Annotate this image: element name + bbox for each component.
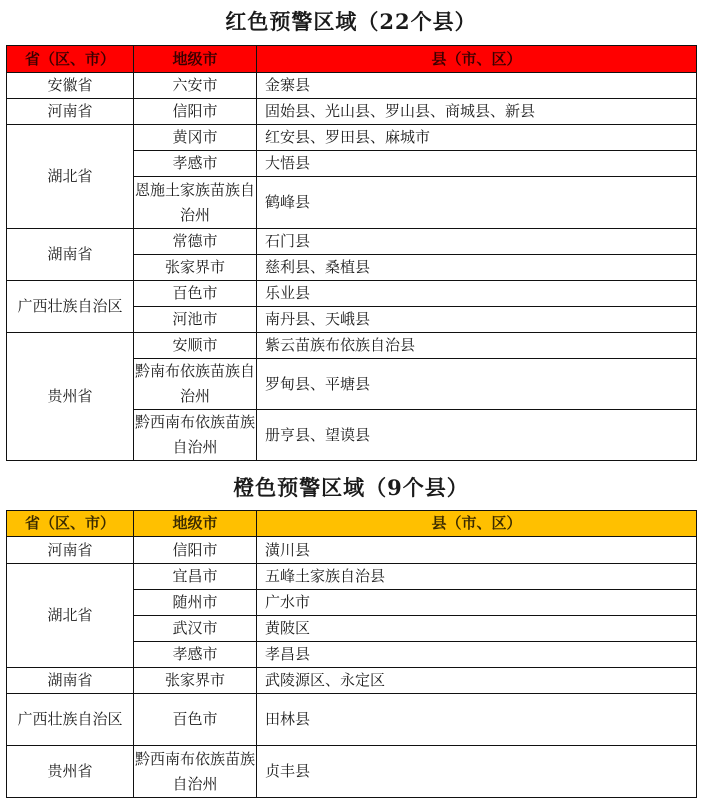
province-cell: 湖北省 xyxy=(7,564,134,668)
table-row xyxy=(7,537,697,564)
city-cell: 六安市 xyxy=(134,73,257,99)
table-row xyxy=(7,125,697,151)
city-cell: 随州市 xyxy=(134,590,257,616)
county-cell: 黄陂区 xyxy=(257,616,697,642)
red-section-title: 红色预警区域（22个县） xyxy=(225,9,477,34)
city-cell: 宜昌市 xyxy=(134,564,257,590)
county-cell: 罗甸县、平塘县 xyxy=(257,359,697,410)
header-county: 县（市、区） xyxy=(257,46,697,73)
header-province: 省（区、市） xyxy=(7,46,134,73)
county-cell: 红安县、罗田县、麻城市 xyxy=(257,125,697,151)
county-cell: 潢川县 xyxy=(257,537,697,564)
table-row xyxy=(7,333,697,359)
red-warning-table xyxy=(6,45,697,461)
table-row xyxy=(7,73,697,99)
header-city: 地级市 xyxy=(134,511,257,537)
province-cell: 河南省 xyxy=(7,537,134,564)
province-cell: 河南省 xyxy=(7,99,134,125)
orange-section-title: 橙色预警区域（9个县） xyxy=(233,475,469,500)
city-cell: 黔西南布依族苗族自治州 xyxy=(134,410,257,461)
county-cell: 武陵源区、永定区 xyxy=(257,668,697,694)
city-cell: 常德市 xyxy=(134,229,257,255)
province-cell: 安徽省 xyxy=(7,73,134,99)
table-header-row xyxy=(7,46,697,73)
county-cell: 广水市 xyxy=(257,590,697,616)
city-cell: 百色市 xyxy=(134,694,257,746)
county-cell: 固始县、光山县、罗山县、商城县、新县 xyxy=(257,99,697,125)
orange-warning-table xyxy=(6,510,697,798)
county-cell: 金寨县 xyxy=(257,73,697,99)
city-cell: 黔西南布依族苗族自治州 xyxy=(134,746,257,798)
table-row xyxy=(7,564,697,590)
table-row xyxy=(7,281,697,307)
province-cell: 湖南省 xyxy=(7,668,134,694)
county-cell: 孝昌县 xyxy=(257,642,697,668)
table-row xyxy=(7,229,697,255)
header-province: 省（区、市） xyxy=(7,511,134,537)
city-cell: 孝感市 xyxy=(134,151,257,177)
city-cell: 信阳市 xyxy=(134,537,257,564)
county-cell: 田林县 xyxy=(257,694,697,746)
county-cell: 大悟县 xyxy=(257,151,697,177)
province-cell: 湖北省 xyxy=(7,125,134,229)
table-row xyxy=(7,746,697,798)
city-cell: 黔南布依族苗族自治州 xyxy=(134,359,257,410)
province-cell: 贵州省 xyxy=(7,746,134,798)
city-cell: 安顺市 xyxy=(134,333,257,359)
city-cell: 武汉市 xyxy=(134,616,257,642)
province-cell: 贵州省 xyxy=(7,333,134,461)
county-cell: 册亨县、望谟县 xyxy=(257,410,697,461)
city-cell: 张家界市 xyxy=(134,255,257,281)
county-cell: 乐业县 xyxy=(257,281,697,307)
county-cell: 鹤峰县 xyxy=(257,177,697,229)
county-cell: 南丹县、天峨县 xyxy=(257,307,697,333)
table-row xyxy=(7,668,697,694)
province-cell: 广西壮族自治区 xyxy=(7,281,134,333)
city-cell: 孝感市 xyxy=(134,642,257,668)
city-cell: 信阳市 xyxy=(134,99,257,125)
table-header-row xyxy=(7,511,697,537)
table-row xyxy=(7,99,697,125)
county-cell: 紫云苗族布依族自治县 xyxy=(257,333,697,359)
county-cell: 慈利县、桑植县 xyxy=(257,255,697,281)
county-cell: 五峰土家族自治县 xyxy=(257,564,697,590)
city-cell: 河池市 xyxy=(134,307,257,333)
city-cell: 百色市 xyxy=(134,281,257,307)
header-county: 县（市、区） xyxy=(257,511,697,537)
city-cell: 张家界市 xyxy=(134,668,257,694)
city-cell: 恩施土家族苗族自治州 xyxy=(134,177,257,229)
county-cell: 石门县 xyxy=(257,229,697,255)
header-city: 地级市 xyxy=(134,46,257,73)
city-cell: 黄冈市 xyxy=(134,125,257,151)
county-cell: 贞丰县 xyxy=(257,746,697,798)
province-cell: 广西壮族自治区 xyxy=(7,694,134,746)
province-cell: 湖南省 xyxy=(7,229,134,281)
table-row xyxy=(7,694,697,746)
